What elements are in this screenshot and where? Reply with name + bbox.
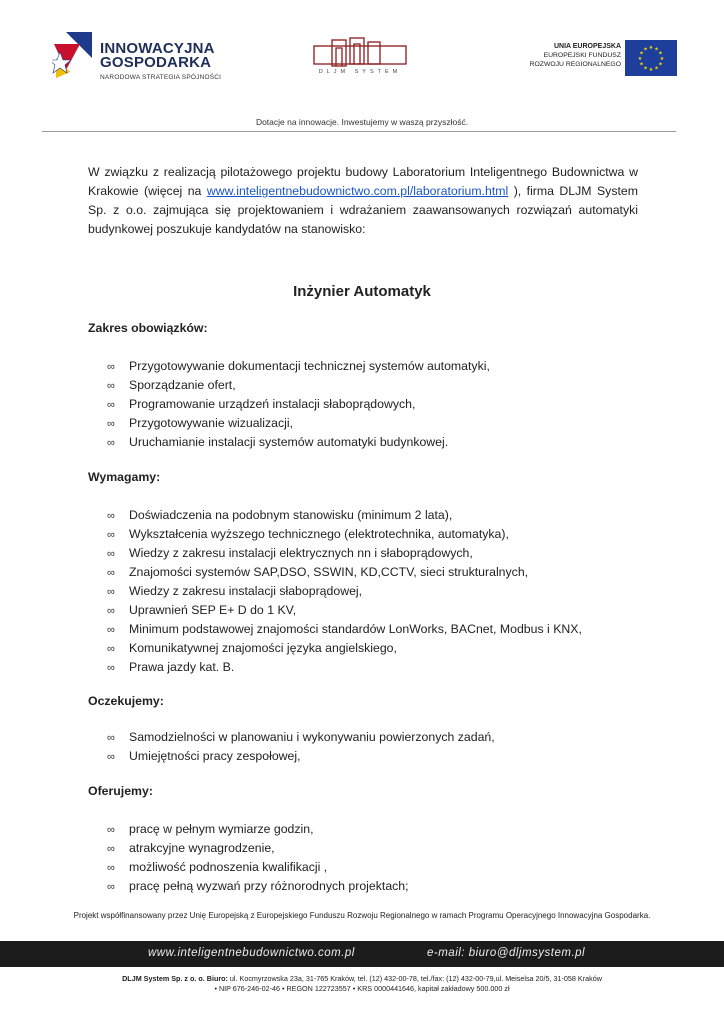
eu-flag-icon [625,40,677,76]
eu-star-icon: ★ [643,65,648,72]
list-item: ∞ pracę w pełnym wymiarze godzin, [107,820,409,839]
requirements-list [107,506,582,677]
offer-list [107,820,409,896]
footer-company-name: DLJM System Sp. z o. o. Biuro: [122,974,228,983]
infinity-bullet-icon: ∞ [107,732,115,744]
infinity-bullet-icon: ∞ [107,843,115,855]
list-item: ∞ Wiedzy z zakresu instalacji słaboprądowej, [107,582,582,601]
ig-logo-title [100,42,215,70]
dljm-building-icon [310,36,410,70]
infinity-bullet-icon: ∞ [107,548,115,560]
innowacyjna-gospodarka-logo [52,30,242,86]
list-item: ∞ Przygotowywanie wizualizacji, [107,414,490,433]
list-item: ∞ Uprawnień SEP E+ D do 1 KV, [107,601,582,620]
footer-address: ul. Kocmyrzowska 23a, 31-765 Kraków, tel. (12) 432-00-78, tel./fax: (12) 432-00-79,ul. Meiselsa 20/5, 31-058 Kraków [227,974,602,983]
eu-star-icon: ★ [639,61,644,68]
infinity-bullet-icon: ∞ [107,586,115,598]
list-item: ∞ Przygotowywanie dokumentacji technicznej systemów automatyki, [107,357,490,376]
infinity-bullet-icon: ∞ [107,624,115,636]
eu-star-icon: ★ [639,50,644,57]
infinity-bullet-icon: ∞ [107,751,115,763]
footer-email-link[interactable]: e-mail: biuro@dljmsystem.pl [427,947,586,959]
footer-address-line2: • NIP 676-246-02-46 • REGON 122723557 • KRS 0000441646, kapitał zakładowy 500.000 zł [214,984,510,993]
ig-logo-subtitle: NARODOWA STRATEGIA SPÓJNOŚCI [100,74,222,81]
list-item: ∞ Doświadczenia na podobnym stanowisku (minimum 2 lata), [107,506,582,525]
eu-star-icon: ★ [658,50,663,57]
list-item: ∞ atrakcyjne wynagrodzenie, [107,839,409,858]
list-item: ∞ Programowanie urządzeń instalacji słaboprądowych, [107,395,490,414]
eu-star-icon: ★ [648,45,654,51]
eu-star-icon: ★ [654,65,659,72]
eu-star-icon: ★ [637,56,643,62]
list-item: ∞ Znajomości systemów SAP,DSO, SSWIN, KD,CCTV, sieci strukturalnych, [107,563,582,582]
infinity-bullet-icon: ∞ [107,824,115,836]
eu-star-icon: ★ [659,56,665,62]
list-item: ∞ Komunikatywnej znajomości języka angielskiego, [107,639,582,658]
ig-logo-line2: GOSPODARKA [100,54,212,71]
list-item: ∞ pracę pełną wyzwań przy różnorodnych projektach; [107,877,409,896]
infinity-bullet-icon: ∞ [107,862,115,874]
eu-star-icon: ★ [643,46,648,53]
intro-paragraph [88,163,638,239]
eu-line3: ROZWOJU REGIONALNEGO [529,61,621,68]
ig-star-icon [52,30,96,80]
infinity-bullet-icon: ∞ [107,418,115,430]
expectations-list [107,728,495,766]
expectations-heading: Oczekujemy: [88,694,164,708]
infinity-bullet-icon: ∞ [107,881,115,893]
list-item: ∞ Umiejętności pracy zespołowej, [107,747,495,766]
eu-logo [505,38,677,78]
footer-website-link[interactable]: www.inteligentnebudownictwo.com.pl [148,947,355,959]
list-item: ∞ Wiedzy z zakresu instalacji elektrycznych nn i słaboprądowych, [107,544,582,563]
footer-address-line1 [0,974,724,983]
intro-text-start: W związku z realizacją pilotażowego projektu budowy Laboratorium Inteligentnego Budownictwa w Krakowie (więcej na [88,165,638,198]
infinity-bullet-icon: ∞ [107,437,115,449]
list-item: ∞ Uruchamianie instalacji systemów automatyki budynkowej. [107,433,490,452]
infinity-bullet-icon: ∞ [107,380,115,392]
infinity-bullet-icon: ∞ [107,662,115,674]
eu-line1: UNIA EUROPEJSKA [553,43,621,50]
dljm-system-logo [310,36,410,80]
list-item: ∞ Wykształcenia wyższego technicznego (elektrotechnika, automatyka), [107,525,582,544]
list-item: ∞ Minimum podstawowej znajomości standardów LonWorks, BACnet, Modbus i KNX, [107,620,582,639]
list-item: ∞ Sporządzanie ofert, [107,376,490,395]
duties-heading: Zakres obowiązków: [88,321,208,335]
list-item: ∞ możliwość podnoszenia kwalifikacji , [107,858,409,877]
infinity-bullet-icon: ∞ [107,399,115,411]
tagline: Dotacje na innowacje. Inwestujemy w waszą przyszłość. [255,117,469,127]
cofinancing-note: Projekt współfinansowany przez Unię Europejską z Europejskiego Funduszu Rozwoju Regionalnego w ramach Programu Operacyjnego Innowacyjna Gospodarka. [73,911,651,920]
job-title: Inżynier Automatyk [293,283,431,300]
infinity-bullet-icon: ∞ [107,510,115,522]
list-item: ∞ Samodzielności w planowaniu i wykonywaniu powierzonych zadań, [107,728,495,747]
offer-heading: Oferujemy: [88,784,153,798]
infinity-bullet-icon: ∞ [107,643,115,655]
infinity-bullet-icon: ∞ [107,605,115,617]
eu-star-icon: ★ [648,67,654,73]
eu-star-icon: ★ [654,46,659,53]
footer-contact-bar [0,941,724,967]
list-item: ∞ Prawa jazdy kat. B. [107,658,582,677]
laboratory-link[interactable]: www.inteligentnebudownictwo.com.pl/laboratorium.html [206,184,509,198]
infinity-bullet-icon: ∞ [107,361,115,373]
infinity-bullet-icon: ∞ [107,529,115,541]
dljm-logo-text: DLJM SYSTEM [318,69,402,75]
eu-line2: EUROPEJSKI FUNDUSZ [543,52,621,59]
intro-text-end: ), firma DLJM System Sp. z o.o. zajmująca się projektowaniem i wdrażaniem zaawansowanych rozwiązań automatyki budynkowej poszukuje kandydatów na stanowisko: [88,184,638,236]
duties-list [107,357,490,452]
eu-text [530,42,621,69]
header-divider [42,131,676,132]
requirements-heading: Wymagamy: [88,470,161,484]
infinity-bullet-icon: ∞ [107,567,115,579]
ig-logo-line1: INNOWACYJNA [100,40,215,57]
eu-star-icon: ★ [658,61,663,68]
